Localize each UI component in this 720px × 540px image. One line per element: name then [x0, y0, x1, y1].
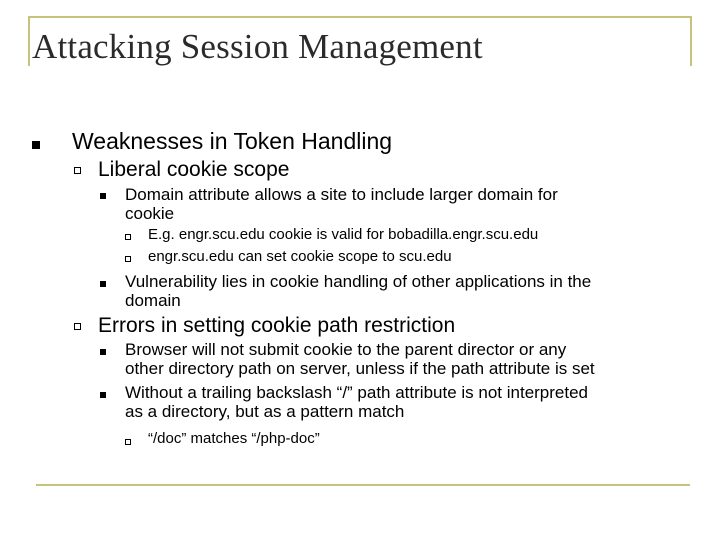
- bullet-text-doc-match: “/doc” matches “/php-doc”: [148, 430, 320, 447]
- bullet-hollow-square-icon: [74, 167, 81, 174]
- bullet-hollow-square-icon: [125, 234, 131, 240]
- bullet-text-weaknesses: Weaknesses in Token Handling: [72, 128, 393, 154]
- bullet-text-browser: [125, 340, 595, 378]
- bullet-square-icon: [100, 392, 106, 398]
- bullet-hollow-square-icon: [125, 439, 131, 445]
- slide-title: Attacking Session Management: [32, 27, 483, 66]
- bullet-text-line: cookie: [125, 204, 175, 224]
- bullet-square-icon: [32, 141, 40, 149]
- bullet-text-scope: engr.scu.edu can set cookie scope to scu.edu: [148, 248, 452, 265]
- bullet-text-line: domain: [125, 291, 181, 311]
- bullet-text-line: as a directory, but as a pattern match: [125, 402, 405, 422]
- bullet-text-line: Domain attribute allows a site to include larger domain for: [125, 185, 558, 204]
- bullet-text-line: Vulnerability lies in cookie handling of other applications in the: [125, 272, 592, 291]
- bullet-text-line: Without a trailing backslash “/” path attribute is not interpreted: [125, 383, 589, 402]
- bullet-hollow-square-icon: [74, 323, 81, 330]
- bullet-text-vulnerability: [125, 272, 591, 310]
- frame-line-bottom: [36, 484, 690, 486]
- bullet-text-eg: E.g. engr.scu.edu cookie is valid for bobadilla.engr.scu.edu: [148, 226, 539, 243]
- bullet-text-path-errors: Errors in setting cookie path restriction: [98, 314, 456, 337]
- bullet-text-line: Browser will not submit cookie to the parent director or any: [125, 340, 567, 359]
- bullet-square-icon: [100, 349, 106, 355]
- bullet-text-trailing-slash: [125, 383, 588, 421]
- bullet-text-liberal-scope: Liberal cookie scope: [98, 158, 290, 181]
- frame-line-right: [690, 16, 692, 66]
- bullet-text-domain-attr: [125, 185, 558, 223]
- bullet-square-icon: [100, 281, 106, 287]
- bullet-square-icon: [100, 193, 106, 199]
- bullet-text-line: other directory path on server, unless if the path attribute is set: [125, 359, 595, 379]
- bullet-hollow-square-icon: [125, 256, 131, 262]
- frame-line-top: [28, 16, 690, 18]
- frame-line-left: [28, 16, 30, 66]
